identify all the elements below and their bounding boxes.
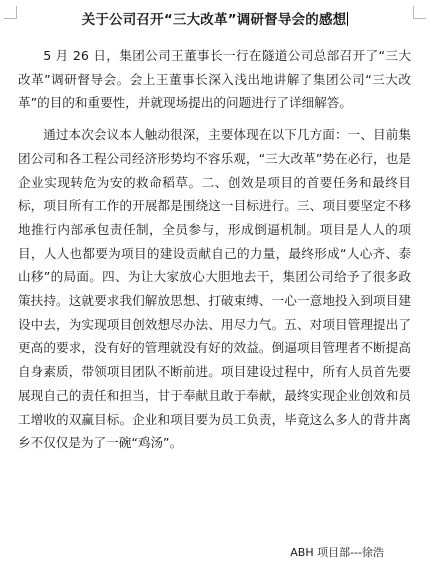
paragraph-intro[interactable]: 5 月 26 日，集团公司王董事长一行在隧道公司总部召开了“三大改革”调研督导会。会上王董事长深入浅出地讲解了集团公司“三大改革”的目的和重要性，并就现场提出的问题进行了详细解答。 xyxy=(18,48,411,111)
text-cursor xyxy=(347,12,348,26)
signature[interactable]: ABH 项目部---徐浩 xyxy=(290,546,384,559)
document-title[interactable]: 关于公司召开“三大改革”调研督导会的感想 xyxy=(81,12,347,28)
paragraph-reflections[interactable]: 通过本次会议本人触动很深，主要体现在以下几方面：一、目前集团公司和各工程公司经济形势均不容乐观，“三大改革”势在必行，也是企业实现转危为安的救命稻草。二、创效是项目的首要任务和最终目标，项目所有工作的开展都是围绕这一目标进行。三、项目要坚定不移地推行内部承包责任制，全员参与，形成倒逼机制。项目是人人的项目，人人也都要为项目的建设贡献自己的力量，最终形成“人心齐、泰山移”的局面。四、为让大家放心大胆地去干，集团公司给予了很多政策扶持。这就要求我们解放思想、打破束缚、一心一意地投入到项目建设中去，为实现项目创效想尽办法、用尽力气。五、对项目管理提出了更高的要求，没有好的管理就没有好的效益。倒逼项目管理者不断提高自身素质，带领项目团队不断前进。项目建设过程中，所有人员首先要展现自己的责任和担当，甘于奉献且敢于奉献，最终实现企业创效和员工增收的双赢目标。企业和项目要为员工负责，毕竟这么多人的背井离乡不仅仅是为了一碗“鸡汤”。 xyxy=(18,127,411,451)
document-body[interactable] xyxy=(18,44,411,455)
document-title-line[interactable] xyxy=(0,10,430,30)
